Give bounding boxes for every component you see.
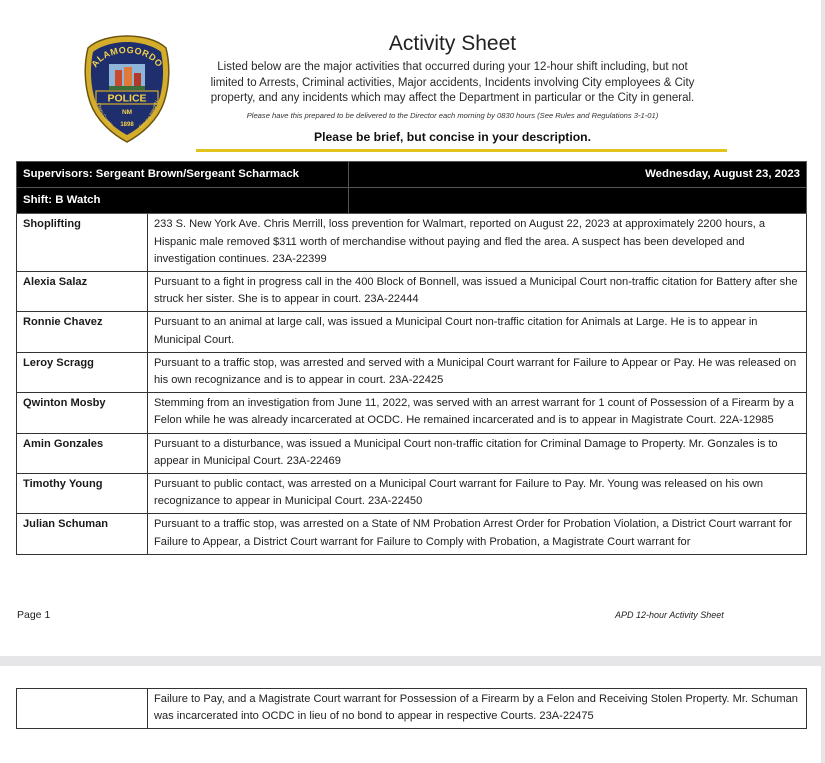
supervisors-row <box>17 162 807 188</box>
subject-cell <box>17 689 148 729</box>
brief-instruction: Please be brief, but concise in your description. <box>314 130 591 144</box>
subject-cell: Ronnie Chavez <box>17 312 148 352</box>
continuation-table <box>16 688 807 729</box>
subject-cell: Amin Gonzales <box>17 433 148 473</box>
subject-cell: Timothy Young <box>17 474 148 514</box>
table-row <box>17 433 807 473</box>
logo-banner: POLICE <box>107 92 147 105</box>
page-title: Activity Sheet <box>388 32 517 55</box>
subject-cell: Julian Schuman <box>17 514 148 554</box>
subject-cell: Qwinton Mosby <box>17 393 148 433</box>
shift-cell: Shift: B Watch <box>17 188 349 214</box>
intro-paragraph: Listed below are the major activities that occurred during your 12-hour shift including, but not limited to Arrests, Criminal activities, Major accidents, Incidents involving City employees & City property, and any incidents which may affect the Department in particular or the City in general. <box>210 61 695 105</box>
description-cell: Pursuant to a traffic stop, was arrested on a State of NM Probation Arrest Order for Probation Violation, a District Court warrant for Failure to Appear, a District Court warrant for Failure to Comply with Probation, a Magistrate Court warrant for <box>148 514 807 554</box>
description-cell: Pursuant to a disturbance, was issued a Municipal Court non-traffic citation for Criminal Damage to Property. Mr. Gonzales is to appear in Municipal Court. 23A-22469 <box>148 433 807 473</box>
logo-top-text: ALAMOGORDO <box>89 44 165 70</box>
table-row <box>17 514 807 554</box>
subject-cell: Alexia Salaz <box>17 272 148 312</box>
description-cell: Stemming from an investigation from June 11, 2022, was served with an arrest warrant for 1 count of Possession of a Firearm by a Felon while he was already incarcerated at OCDC. He remained incarcerated and is to appear in Magistrate Court. 22A-12985 <box>148 393 807 433</box>
description-cell: Pursuant to an animal at large call, was issued a Municipal Court non-traffic citation for Animals at Large. He is to appear in Municipal Court. <box>148 312 807 352</box>
shift-empty-cell <box>349 188 807 214</box>
delivery-note: Please have this prepared to be delivered to the Director each morning by 0830 hours (See Rules and Regulations 3-1-01) <box>246 111 659 120</box>
subject-cell: Leroy Scragg <box>17 352 148 392</box>
subject-cell: Shoplifting <box>17 214 148 272</box>
description-cell: 233 S. New York Ave. Chris Merrill, loss prevention for Walmart, reported on August 22, 2023 at approximately 2200 hours, a Hispanic male removed $311 worth of merchandise without paying and fled the area. A suspect has been developed and investigation continues. 23A-22399 <box>148 214 807 272</box>
logo-year: 1898 <box>120 122 134 128</box>
description-cell: Failure to Pay, and a Magistrate Court warrant for Possession of a Firearm by a Felon and Receiving Stolen Property. Mr. Schuman was incarcerated into OCDC in lieu of no bond to appear in respective Courts. 23A-22475 <box>148 689 807 729</box>
shift-row <box>17 188 807 214</box>
description-cell: Pursuant to public contact, was arrested on a Municipal Court warrant for Failure to Pay. Mr. Young was released on his own recognizance to appear in Municipal Court. 23A-22450 <box>148 474 807 514</box>
table-row <box>17 312 807 352</box>
logo-right-arc: Serving Integrity <box>137 99 159 130</box>
table-row <box>17 474 807 514</box>
supervisors-cell: Supervisors: Sergeant Brown/Sergeant Scharmack <box>17 162 349 188</box>
table-row <box>17 393 807 433</box>
activity-table <box>16 161 807 555</box>
table-row <box>17 272 807 312</box>
date-cell: Wednesday, August 23, 2023 <box>349 162 807 188</box>
logo-left-arc: Otero County <box>96 102 115 128</box>
description-cell: Pursuant to a fight in progress call in the 400 Block of Bonnell, was issued a Municipal Court non-traffic citation for Battery after she struck her sister. She is to appear in court. 23A-22444 <box>148 272 807 312</box>
police-badge-logo <box>82 34 172 144</box>
logo-state: NM <box>121 109 133 116</box>
document-name: APD 12-hour Activity Sheet <box>615 610 724 620</box>
table-row <box>17 214 807 272</box>
table-row <box>17 689 807 729</box>
page-2 <box>0 666 821 763</box>
table-row <box>17 352 807 392</box>
description-cell: Pursuant to a traffic stop, was arrested and served with a Municipal Court warrant for Failure to Appear or Pay. He was released on his own recognizance and is to appear in court. 23A-22425 <box>148 352 807 392</box>
page-number: Page 1 <box>17 609 51 621</box>
gold-divider <box>196 149 727 152</box>
